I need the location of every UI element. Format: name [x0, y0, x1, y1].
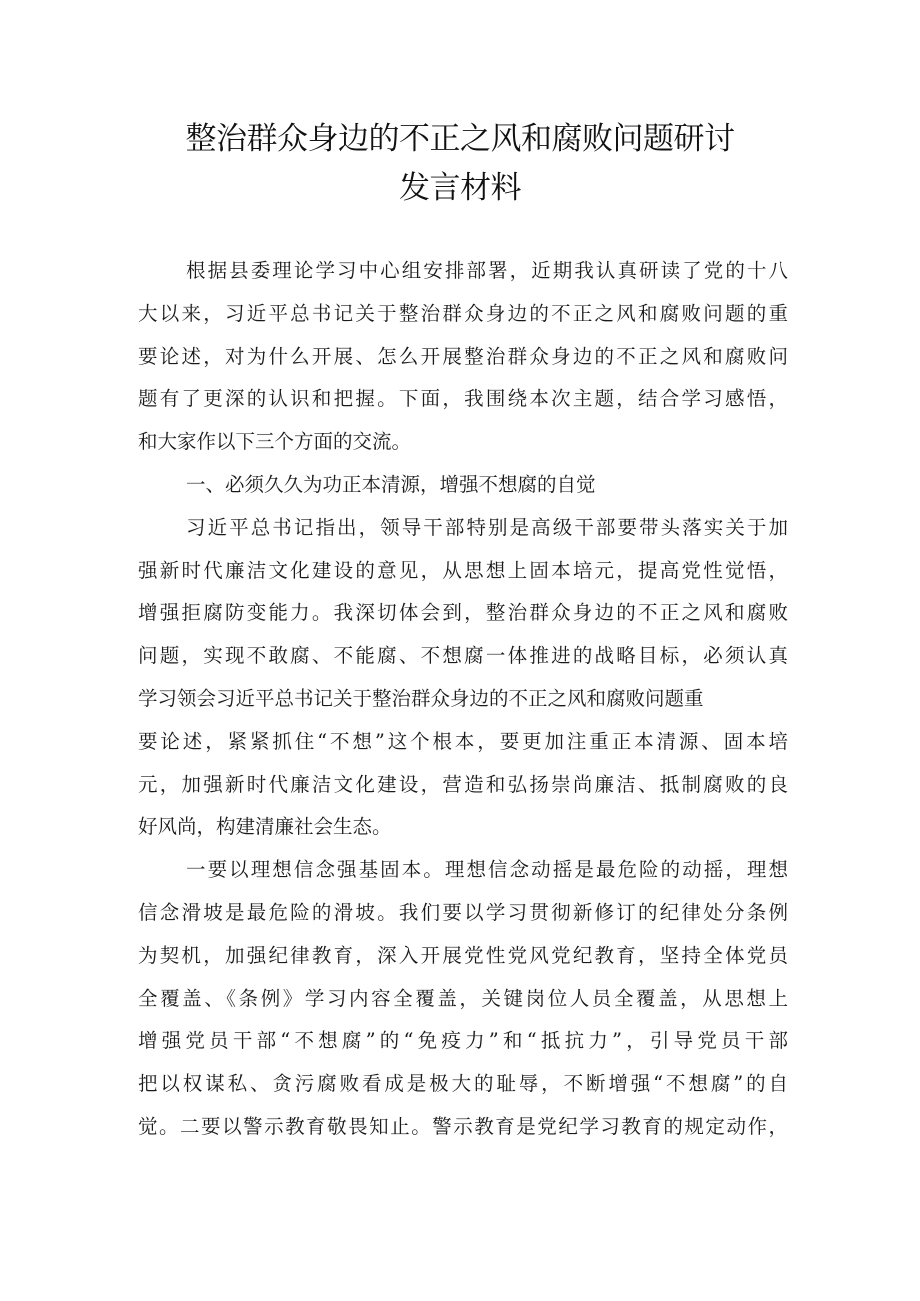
text-line: 习近平总书记指出，领导干部特别是高级干部要带头落实关于加 — [186, 515, 788, 539]
text-line: 把以权谋私、贪污腐败看成是极大的耻辱，不断增强“不想腐”的自 — [138, 1072, 788, 1096]
text-line: 一要以理想信念强基固本。理想信念动摇是最危险的动摇，理想 — [186, 858, 788, 882]
text-line: 要论述，紧紧抓住“不想”这个根本，要更加注重正本清源、固本培 — [138, 729, 788, 753]
text-line: 问题，实现不敢腐、不能腐、不想腐一体推进的战略目标，必须认真 — [138, 644, 788, 668]
text-line: 大以来，习近平总书记关于整治群众身边的不正之风和腐败问题的重 — [138, 301, 788, 325]
text-line: 信念滑坡是最危险的滑坡。我们要以学习贯彻新修订的纪律处分条例 — [138, 900, 788, 924]
text-line: 和大家作以下三个方面的交流。 — [138, 430, 412, 454]
document-body — [138, 250, 788, 1149]
text-line: 觉。二要以警示教育敬畏知止。警示教育是党纪学习教育的规定动作， — [138, 1114, 788, 1138]
text-line: 学习领会习近平总书记关于整治群众身边的不正之风和腐败问题重 — [138, 686, 704, 710]
text-line: 强新时代廉洁文化建设的意见，从思想上固本培元，提高党性觉悟， — [138, 558, 788, 582]
text-line: 题有了更深的认识和把握。下面，我围绕本次主题，结合学习感悟， — [138, 387, 788, 411]
paragraph-point-1 — [138, 849, 788, 1149]
text-line: 根据县委理论学习中心组安排部署，近期我认真研读了党的十八 — [186, 259, 788, 282]
document-title-line-1: 整治群众身边的不正之风和腐败问题研讨 — [185, 121, 735, 157]
text-line: 元，加强新时代廉洁文化建设，营造和弘扬崇尚廉洁、抵制腐败的良 — [138, 772, 788, 796]
section-heading-1 — [138, 464, 788, 507]
text-line: 全覆盖、《条例》学习内容全覆盖，关键岗位人员全覆盖，从思想上 — [138, 986, 788, 1010]
text-line: 一、必须久久为功正本清源，增强不想腐的自觉 — [186, 472, 596, 496]
text-line: 要论述，对为什么开展、怎么开展整治群众身边的不正之风和腐败问 — [138, 344, 788, 368]
paragraph-section-1 — [138, 507, 788, 849]
paragraph-intro — [138, 250, 788, 464]
text-line: 为契机，加强纪律教育，深入开展党性党风党纪教育，坚持全体党员 — [138, 943, 788, 967]
text-line: 好风尚，构建清廉社会生态。 — [138, 815, 392, 839]
text-line: 增强拒腐防变能力。我深切体会到，整治群众身边的不正之风和腐败 — [138, 601, 788, 625]
text-line: 增强党员干部“不想腐”的“免疫力”和“抵抗力”，引导党员干部 — [138, 1029, 788, 1053]
document-title-line-2: 发言材料 — [399, 170, 521, 206]
